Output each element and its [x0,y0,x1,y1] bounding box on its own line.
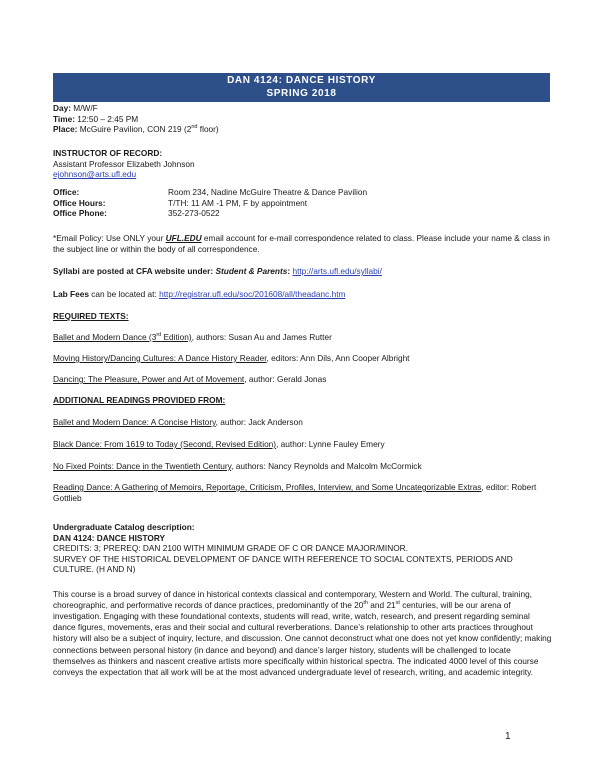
additional-readings-heading: ADDITIONAL READINGS PROVIDED FROM: [53,395,226,405]
additional-reading-3: No Fixed Points: Dance in the Twentieth Century, authors: Nancy Reynolds and Malcolm McCormick [53,461,422,471]
office-phone-label: Office Phone: [53,208,107,219]
time-label: Time: [53,113,75,124]
page-number: 1 [505,731,511,742]
catalog-survey: SURVEY OF THE HISTORICAL DEVELOPMENT OF DANCE WITH REFERENCE TO SOCIAL CONTEXTS, PERIODS AND CULTURE. (H AND N) [53,553,513,575]
instructor-name: Assistant Professor Elizabeth Johnson [53,158,195,169]
office-label: Office: [53,187,80,197]
course-description: This course is a broad survey of dance in historical contexts classical and contemporary, Western and World. The cultural, training, choreographic, and performative records of dance practices, predominantly of the 20th and 21st centuries, will be our arena of investigation. Engaging with these foundational contexts, students will read, write, watch, research, and present regarding seminal dance figures, movements, eras and their social and cultural reverberations. Dance’s relationship to other arts practices throughout history will also be a subject of inquiry, lecture, and discussion. One cannot deconstruct what one does not yet know confidently; making connections between personal history (in dance and beyond) and dance’s larger history, students will be challenged to locate themselves as thinkers and nascent creative artists more specifically within historical spectra. The indicated 4000 level of this course conveys the expectation that all work will be at the most advanced undergraduate level of research, writing, and academic integrity. [53,589,552,677]
course-title: DAN 4124: DANCE HISTORY [227,75,376,86]
additional-reading-1: Ballet and Modern Dance: A Concise History, author: Jack Anderson [53,417,303,427]
schedule-block [53,103,553,135]
catalog-credits: CREDITS: 3; PREREQ: DAN 2100 WITH MINIMUM GRADE OF C OR DANCE MAJOR/MINOR. [53,543,408,554]
email-policy: *Email Policy: Use ONLY your UFL.EDU email account for e-mail correspondence related to class. Please include your name & class in the subject line or within the body of all correspondence. [53,233,550,254]
catalog-block [53,522,553,575]
place-label: Place: [53,124,78,135]
catalog-heading: Undergraduate Catalog description: [53,522,195,532]
time-value: 12:50 – 2:45 PM [77,113,139,124]
day-value: M/W/F [73,103,98,113]
course-title-banner [53,73,550,102]
office-hours-value: T/TH: 11 AM -1 PM, F by appointment [168,197,308,208]
additional-reading-2: Black Dance: From 1619 to Today (Second, Revised Edition), author: Lynne Fauley Emery [53,439,385,449]
office-phone-value: 352-273-0522 [168,208,220,219]
syllabi-line: Syllabi are posted at CFA website under: Student & Parents: http://arts.ufl.edu/syllabi/ [53,266,382,276]
additional-reading-4: Reading Dance: A Gathering of Memoirs, Reportage, Criticism, Profiles, Interview, and Some Uncategorizable Extras, editor: Robert Gottlieb [53,482,537,503]
office-hours-label: Office Hours: [53,197,106,208]
place-value: McGuire Pavilion, CON 219 (2nd floor) [79,124,219,135]
required-text-3: Dancing: The Pleasure, Power and Art of Movement, author: Gerald Jonas [53,374,327,384]
lab-fees-url-link[interactable]: http://registrar.ufl.edu/soc/201608/all/theadanc.htm [159,289,346,299]
day-label: Day: [53,103,71,113]
instructor-email-link[interactable]: ejohnson@arts.ufl.edu [53,169,137,180]
catalog-course: DAN 4124: DANCE HISTORY [53,532,166,543]
course-term: SPRING 2018 [266,88,337,99]
required-text-1: Ballet and Modern Dance (3rd Edition), authors: Susan Au and James Rutter [53,332,332,342]
lab-fees-line: Lab Fees can be located at: http://registrar.ufl.edu/soc/201608/all/theadanc.htm [53,289,346,299]
office-block [53,187,553,219]
ufl-edu-emphasis: UFL.EDU [165,233,202,243]
instructor-block [53,148,553,180]
syllabi-url-link[interactable]: http://arts.ufl.edu/syllabi/ [292,266,382,276]
office-value: Room 234, Nadine McGuire Theatre & Dance Pavilion [168,187,368,197]
required-text-2: Moving History/Dancing Cultures: A Dance History Reader, editors: Ann Dils, Ann Cooper Albright [53,353,410,363]
instructor-heading: INSTRUCTOR OF RECORD: [53,148,163,158]
required-texts-heading: REQUIRED TEXTS: [53,311,129,321]
